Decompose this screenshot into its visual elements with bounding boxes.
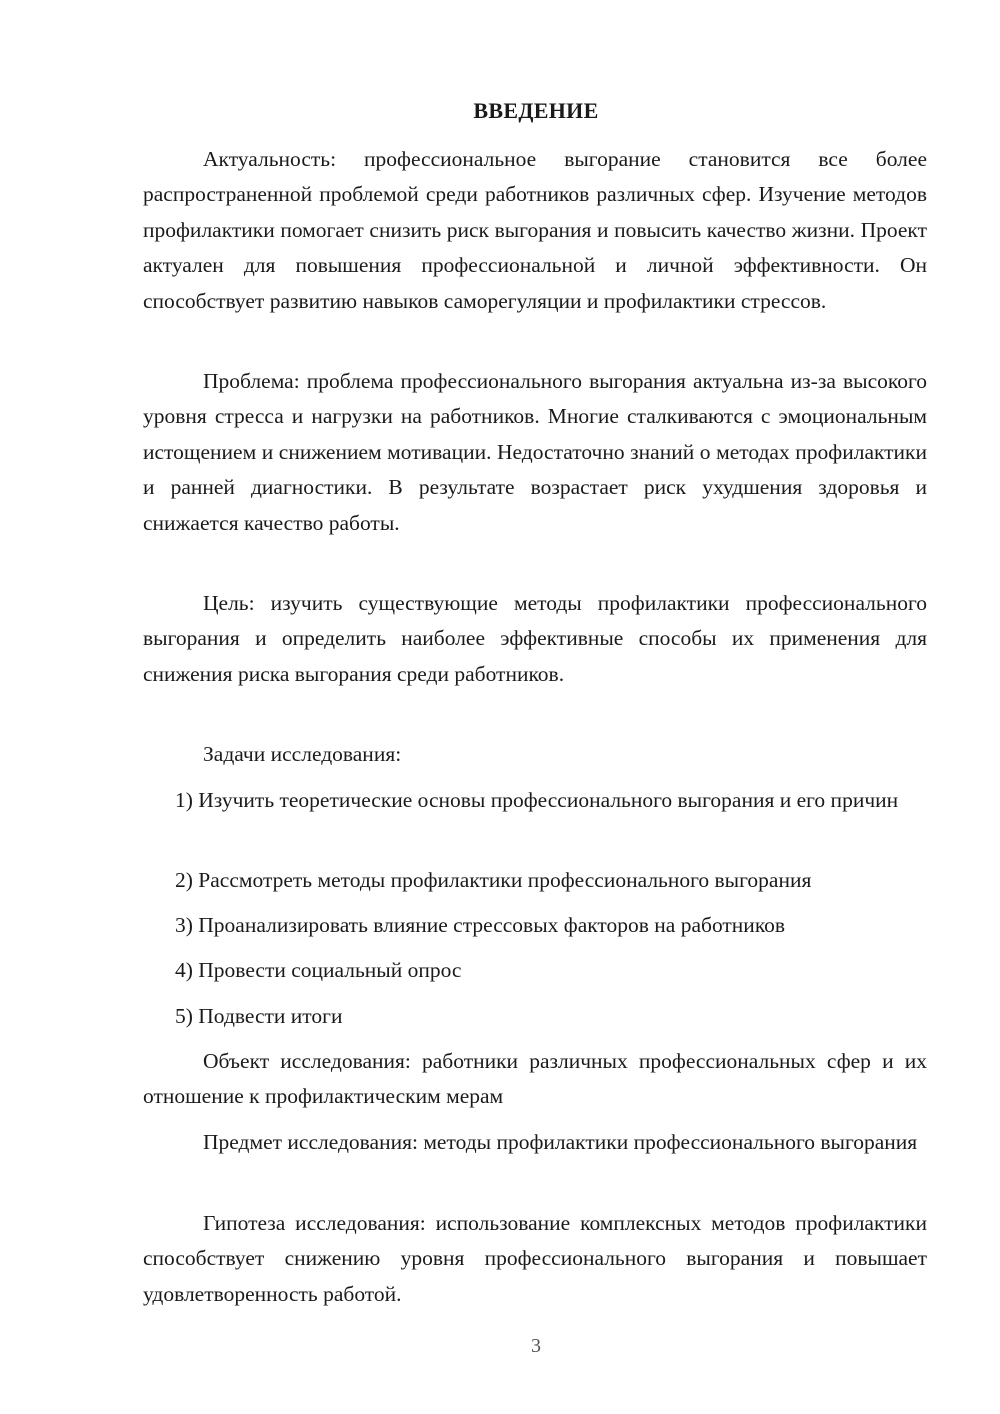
page-title: ВВЕДЕНИЕ	[473, 98, 599, 123]
tasks-heading: Задачи исследования:	[203, 742, 402, 766]
paragraph-subject: Предмет исследования: методы профилактики профессионального выгорания	[203, 1130, 918, 1154]
task-item-3: 3) Проанализировать влияние стрессовых факторов на работников	[175, 913, 786, 937]
paragraph-goal: Цель: изучить существующие методы профилактики профессионального выгорания и определить наиболее эффективные способы их применения для снижения риска выгорания среди работников.	[143, 591, 927, 686]
task-item-5: 5) Подвести итоги	[175, 1004, 343, 1028]
task-item-1: 1) Изучить теоретические основы профессионального выгорания и его причин	[175, 788, 899, 812]
task-item-4: 4) Провести социальный опрос	[175, 958, 462, 982]
paragraph-object: Объект исследования: работники различных профессиональных сфер и их отношение к профилактическим мерам	[143, 1049, 927, 1109]
task-item-2: 2) Рассмотреть методы профилактики профессионального выгорания	[175, 868, 812, 892]
paragraph-relevance: Актуальность: профессиональное выгорание становится все более распространенной проблемой среди работников различных сфер. Изучение методов профилактики помогает снизить риск выгорания и повысить качество жизни. Проект актуален для повышения профессиональной и личной эффективности. Он способствует развитию навыков саморегуляции и профилактики стрессов.	[143, 147, 927, 313]
paragraph-problem: Проблема: проблема профессионального выгорания актуальна из-за высокого уровня стресса и нагрузки на работников. Многие сталкиваются с эмоциональным истощением и снижением мотивации. Недостаточно знаний о методах профилактики и ранней диагностики. В результате возрастает риск ухудшения здоровья и снижается качество работы.	[143, 369, 927, 535]
paragraph-hypothesis: Гипотеза исследования: использование комплексных методов профилактики способствует снижению уровня профессионального выгорания и повышает удовлетворенность работой.	[143, 1211, 927, 1306]
page-number: 3	[531, 1335, 541, 1357]
